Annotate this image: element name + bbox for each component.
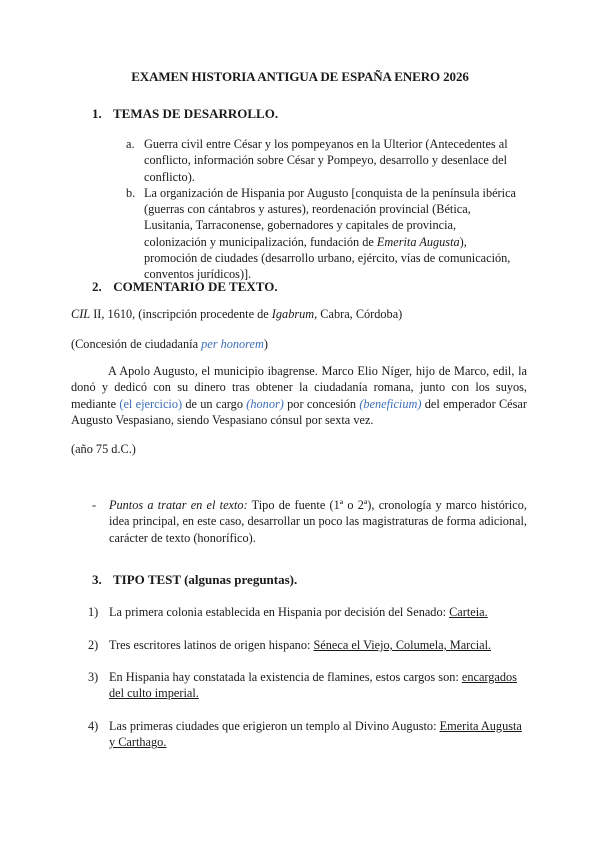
section-3-heading (92, 572, 297, 588)
source-place: Igabrum (271, 307, 315, 321)
question-number: 3) (88, 670, 99, 684)
section-number: 2. (92, 279, 102, 294)
question-answer: encargados del culto imperial. (109, 670, 517, 701)
test-question (88, 718, 528, 751)
test-question (88, 669, 528, 702)
latin-term: (el ejercicio) (119, 396, 183, 411)
points-to-discuss (92, 497, 527, 546)
question-number: 4) (88, 719, 99, 733)
question-answer: Carteia. (449, 605, 488, 619)
topic-text-end: ), promoción de ciudades (desarrollo urbano, ejército, vías de comunicación, conventos jurídicos)]. (144, 234, 511, 282)
section-title: TEMAS DE DESARROLLO. (113, 106, 279, 121)
inscription-translation (71, 363, 527, 428)
question-number: 2) (88, 638, 99, 652)
translation-part: A Apolo Augusto, el municipio ibagrense. Marco Elio Níger, hijo de Marco, edil, la donó y dedicó con su dinero tras obtener la ciudadanía romana, junto con los suyos, mediante (71, 364, 527, 411)
section-title: COMENTARIO DE TEXTO. (113, 279, 278, 294)
topic-text: Guerra civil entre César y los pompeyanos en la Ulterior (Antecedentes al conflicto, información sobre César y Pompeyo, desarrollo y desenlace del conflicto). (144, 137, 508, 184)
question-text: Tres escritores latinos de origen hispano: (109, 638, 314, 652)
source-place-rest: , Cabra, Córdoba) (314, 307, 403, 321)
question-text: En Hispania hay constatada la existencia de flamines, estos cargos son: (109, 670, 462, 684)
section-1-heading (92, 106, 278, 122)
section-1-topics (126, 136, 516, 283)
topic-item (126, 136, 516, 185)
dash-marker: - (92, 498, 97, 512)
topic-marker: a. (126, 137, 135, 151)
source-ref: II, 1610, (inscripción procedente de (90, 307, 272, 321)
inscription-source (71, 306, 402, 322)
section-number: 1. (92, 106, 102, 121)
concession-note (71, 336, 268, 352)
translation-part: por concesión (283, 396, 360, 411)
section-2-heading (92, 279, 278, 295)
topic-marker: b. (126, 185, 136, 200)
topic-text: La organización de Hispania por Augusto [conquista de la península ibérica (guerras con cántabros y astures), reordenación provincial (Bética, Lusitania, Tarraconense, gobernadores y capitales de provincia, colonización y municipalización, fundación de (144, 185, 516, 249)
points-text: Tipo de fuente (1ª o 2ª), cronología y marco histórico, idea principal, en este caso, desarrollar un poco las magistraturas de forma adicional, carácter de texto (honorífico). (109, 498, 527, 545)
topic-italic-text: Emerita Augusta (376, 234, 460, 249)
latin-term: (beneficium) (359, 396, 422, 411)
test-question (88, 637, 528, 653)
concession-term: per honorem (201, 337, 264, 351)
section-number: 3. (92, 572, 102, 587)
topic-item (126, 185, 516, 283)
concession-after: ) (263, 337, 268, 351)
latin-term: (honor) (246, 396, 284, 411)
question-answer: Emerita Augusta y Carthago. (109, 719, 522, 750)
section-title: TIPO TEST (algunas preguntas). (113, 572, 298, 587)
translation-part: de un cargo (182, 396, 247, 411)
points-label: Puntos a tratar en el texto: (109, 498, 248, 512)
question-answer: Séneca el Viejo, Columela, Marcial. (313, 638, 492, 652)
question-text: Las primeras ciudades que erigieron un templo al Divino Augusto: (109, 719, 440, 733)
page-title: EXAMEN HISTORIA ANTIGUA DE ESPAÑA ENERO 2026 (131, 69, 469, 84)
cil-label: CIL (71, 307, 91, 321)
question-text: La primera colonia establecida en Hispania por decisión del Senado: (109, 605, 450, 619)
test-question (88, 604, 528, 620)
translation-part: del emperador César Augusto Vespasiano, siendo Vespasiano cónsul por sexta vez. (71, 396, 527, 427)
inscription-year: (año 75 d.C.) (71, 442, 136, 456)
concession-before: (Concesión de ciudadanía (71, 337, 202, 351)
question-number: 1) (88, 605, 99, 619)
